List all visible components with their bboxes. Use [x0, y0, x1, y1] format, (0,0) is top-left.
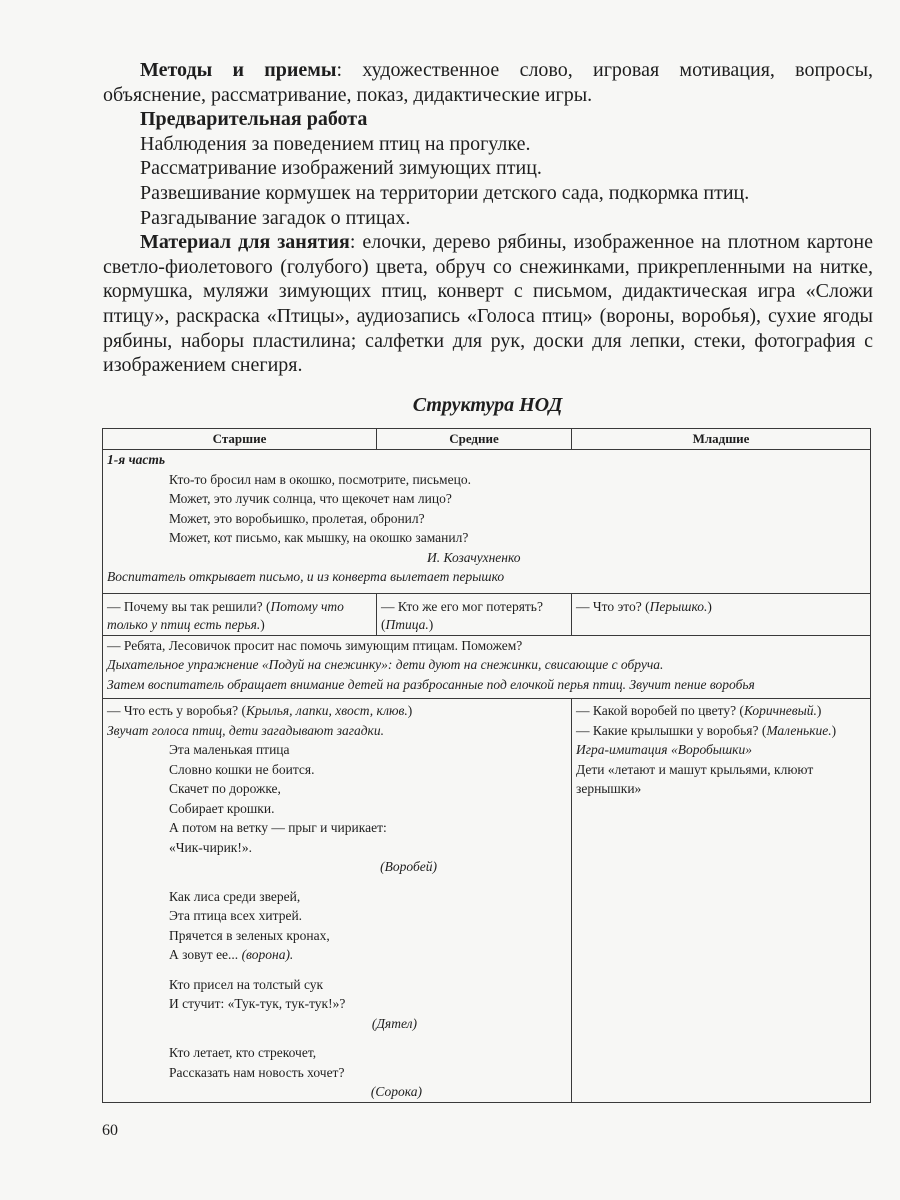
- answer-text: Потому что только у птиц есть перья.: [107, 598, 344, 632]
- riddle-line: Эта птица всех хитрей.: [169, 908, 303, 923]
- prep-item: Наблюдения за поведением птиц на прогулке.: [140, 132, 531, 155]
- poem-author: И. Козачухненко: [427, 549, 521, 565]
- prep-item: Рассматривание изображений зимующих птиц.: [140, 157, 542, 180]
- row2-younger: [572, 593, 871, 635]
- riddle-note: Звучат голоса птиц, дети загадывают загадки.: [107, 722, 385, 738]
- nod-structure-table: [102, 428, 871, 1103]
- riddle-line: Кто летает, кто стрекочет,: [169, 1045, 317, 1060]
- row4-younger: [572, 699, 871, 1103]
- riddle-line: Кто присел на толстый сук: [169, 976, 324, 992]
- question-text: — Какой воробей по цвету? (: [576, 703, 744, 718]
- riddle-text: А зовут ее...: [169, 947, 242, 962]
- prep-title: Предварительная работа: [140, 108, 368, 131]
- answer-text: Птица.: [385, 617, 429, 632]
- header-older: Старшие: [103, 429, 377, 450]
- row3-line: — Ребята, Лесовичок просит нас помочь зимующим птицам. Поможем?: [107, 637, 523, 653]
- material-text: : елочки, дерево рябины, изображенное на плотном картоне светло-фиолетового (голубого) цвета, обруч со снежинками, прикрепленными на нитке, кормушка, муляжи зимующих птиц, конверт с письмом, дидактическая игра «Сложи птицу», раскраска «Птицы», аудиозапись «Голоса птиц» (вороны, воробья), сухие ягоды рябины, наборы пластилина; салфетки для рук, доски для лепки, стеки, фотография с изображением снегиря.: [103, 231, 873, 377]
- material-paragraph: [103, 230, 873, 378]
- methods-paragraph: [103, 58, 873, 107]
- material-label: Материал для занятия: [140, 231, 350, 254]
- riddle-line: Эта маленькая птица: [169, 742, 290, 757]
- question-text: — Что есть у воробья? (: [107, 703, 247, 718]
- riddle-line: «Чик-чирик!».: [169, 839, 252, 855]
- structure-title: Структура НОД: [412, 394, 563, 416]
- row4-older-middle: [103, 699, 572, 1103]
- poem-line: Может, это лучик солнца, что щекочет нам лицо?: [169, 491, 452, 506]
- riddle-line: Собирает крошки.: [169, 800, 275, 816]
- riddle-line: Как лиса среди зверей,: [169, 888, 301, 904]
- prep-item: Развешивание кормушек на территории детского сада, подкормка птиц.: [140, 181, 750, 204]
- riddle-line: Словно кошки не боится.: [169, 761, 315, 777]
- row4-question: [107, 701, 567, 721]
- part1-cell: [103, 450, 871, 594]
- answer-text: Маленькие.: [766, 722, 832, 738]
- question-text: — Что это? (: [576, 598, 650, 614]
- younger-question: [576, 701, 866, 721]
- table-header-row: [103, 429, 871, 450]
- prep-item: Разгадывание загадок о птицах.: [140, 206, 411, 229]
- spacer: [107, 965, 567, 975]
- poem-line: Может, кот письмо, как мышку, на окошко заманил?: [169, 530, 469, 545]
- spacer: [107, 877, 567, 887]
- bracket: ): [428, 617, 434, 632]
- row2-older: [103, 593, 377, 635]
- page-number: 60: [102, 1122, 118, 1139]
- header-younger: Младшие: [572, 429, 871, 450]
- riddle-line: Скачет по дорожке,: [169, 781, 281, 796]
- row2-middle: [377, 593, 572, 635]
- riddle-answer: (ворона).: [241, 947, 294, 962]
- part1-note: Воспитатель открывает письмо, и из конверта вылетает перышко: [107, 569, 505, 584]
- answer-text: Перышко.: [649, 598, 708, 614]
- table-row: [103, 450, 871, 594]
- spacer: [107, 1033, 567, 1043]
- row3-cell: [103, 635, 871, 699]
- riddle-line: Рассказать нам новость хочет?: [169, 1064, 345, 1080]
- table-row: [103, 593, 871, 635]
- table-row: [103, 699, 871, 1103]
- question-text: — Какие крылышки у воробья? (: [576, 722, 767, 738]
- header-middle: Средние: [377, 429, 572, 450]
- bracket: ): [707, 598, 712, 614]
- poem-line: Может, это воробьишко, пролетая, обронил?: [169, 510, 425, 526]
- riddle-answer: (Воробей): [380, 859, 437, 874]
- answer-text: Коричневый.: [743, 703, 817, 718]
- riddle-line: [107, 945, 567, 965]
- riddle-answer: (Сорока): [370, 1084, 422, 1099]
- methods-label: Методы и приемы: [140, 59, 337, 81]
- younger-game: Игра-имитация «Воробышки»: [576, 742, 752, 757]
- riddle-line: А потом на ветку — прыг и чирикает:: [169, 820, 387, 835]
- bracket: ): [260, 617, 265, 632]
- part1-label: 1-я часть: [107, 452, 166, 467]
- riddle-answer: (Дятел): [371, 1015, 417, 1031]
- riddle-line: И стучит: «Тук-тук, тук-тук!»?: [169, 996, 346, 1011]
- methods-text: : художественное слово, игровая мотивация, вопросы, объяснение, рассматривание, показ, дидактические игры.: [103, 59, 874, 106]
- intro-section: [103, 58, 873, 378]
- bracket: ): [407, 703, 413, 718]
- riddle-line: Прячется в зеленых кронах,: [169, 927, 330, 943]
- table-row: [103, 635, 871, 699]
- row3-line: Затем воспитатель обращает внимание детей на разбросанные под елочкой перья птиц. Звучит пение воробья: [107, 676, 755, 692]
- row3-line: Дыхательное упражнение «Подуй на снежинку»: дети дуют на снежинки, свисающие с обруча.: [107, 657, 664, 672]
- poem-line: Кто-то бросил нам в окошко, посмотрите, письмецо.: [169, 471, 471, 487]
- question-text: — Кто же его мог потерять? (: [381, 598, 543, 632]
- bracket: ): [816, 703, 822, 718]
- younger-question: [576, 721, 866, 741]
- answer-text: Крылья, лапки, хвост, клюв.: [246, 703, 408, 718]
- younger-text: Дети «летают и машут крыльями, клюют зернышки»: [576, 761, 814, 796]
- question-text: — Почему вы так решили? (: [107, 598, 271, 614]
- bracket: ): [831, 722, 837, 738]
